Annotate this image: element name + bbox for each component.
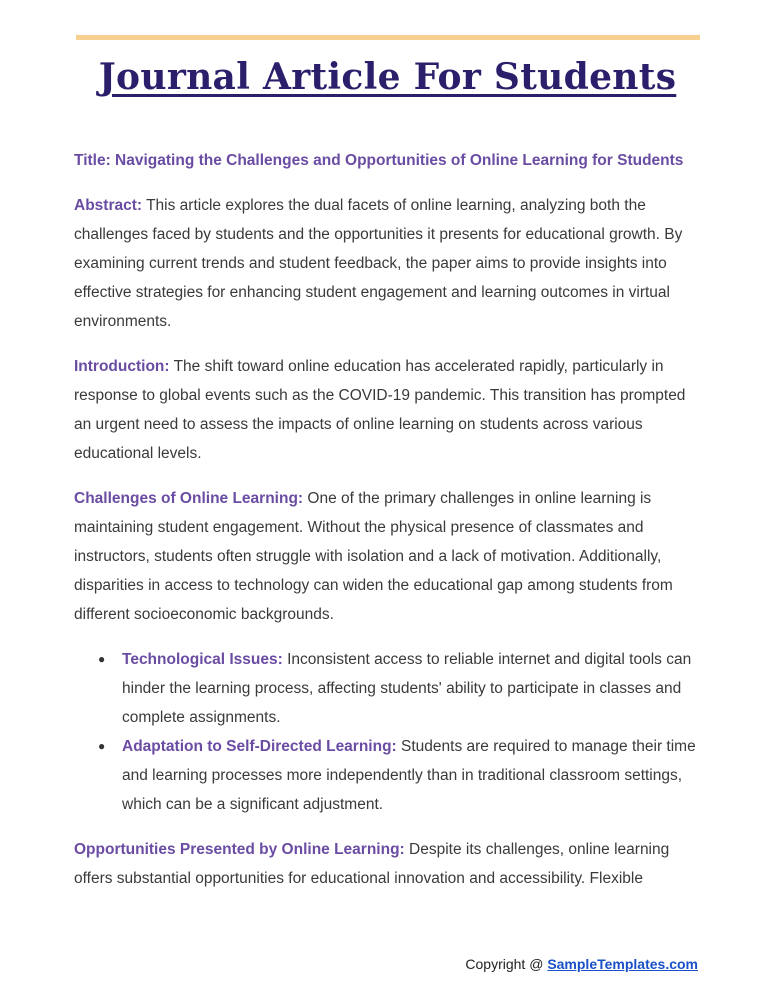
sampletemplates-link[interactable]: SampleTemplates.com <box>547 956 698 972</box>
top-divider <box>76 35 700 40</box>
introduction-label: Introduction: <box>74 358 170 375</box>
copyright-label: Copyright @ <box>465 956 544 972</box>
abstract-text: This article explores the dual facets of online learning, analyzing both the challenges faced by students and the opportunities it presents for educational growth. By examining current trends and student feedback, the paper aims to provide insights into effective strategies for enhancing student engagement and learning outcomes in virtual environments. <box>74 197 683 330</box>
challenges-paragraph <box>74 484 700 629</box>
bullet-label: Technological Issues: <box>122 651 283 668</box>
bullet-text: Students are required to manage their time and learning processes more independently than in traditional classroom settings, which can be a significant adjustment. <box>122 738 696 813</box>
footer-copyright <box>465 956 698 972</box>
challenges-text: One of the primary challenges in online learning is maintaining student engagement. Without the physical presence of classmates and instructors, students often struggle with isolation and a lack of motivation. Additionally, disparities in access to technology can widen the educational gap among students from different socioeconomic backgrounds. <box>74 490 673 623</box>
introduction-text: The shift toward online education has accelerated rapidly, particularly in response to global events such as the COVID-19 pandemic. This transition has prompted an urgent need to assess the impacts of online learning on students across various educational levels. <box>74 358 686 462</box>
list-item <box>122 732 700 819</box>
bullet-text: Inconsistent access to reliable internet and digital tools can hinder the learning process, affecting students' ability to participate in classes and complete assignments. <box>122 651 692 726</box>
abstract-label: Abstract: <box>74 197 143 214</box>
page-title: Journal Article For Students <box>98 56 677 98</box>
opportunities-paragraph <box>74 835 700 893</box>
article-title <box>74 146 700 175</box>
opportunities-text: Despite its challenges, online learning offers substantial opportunities for educational innovation and accessibility. Flexible <box>74 841 670 887</box>
article-title-text: Title: Navigating the Challenges and Opportunities of Online Learning for Students <box>74 152 684 169</box>
article-body <box>74 146 700 909</box>
list-item <box>122 645 700 732</box>
challenges-list <box>74 645 700 819</box>
bullet-label: Adaptation to Self-Directed Learning: <box>122 738 397 755</box>
introduction-paragraph <box>74 352 700 468</box>
challenges-label: Challenges of Online Learning: <box>74 490 304 507</box>
opportunities-label: Opportunities Presented by Online Learning: <box>74 841 405 858</box>
abstract-paragraph <box>74 191 700 336</box>
